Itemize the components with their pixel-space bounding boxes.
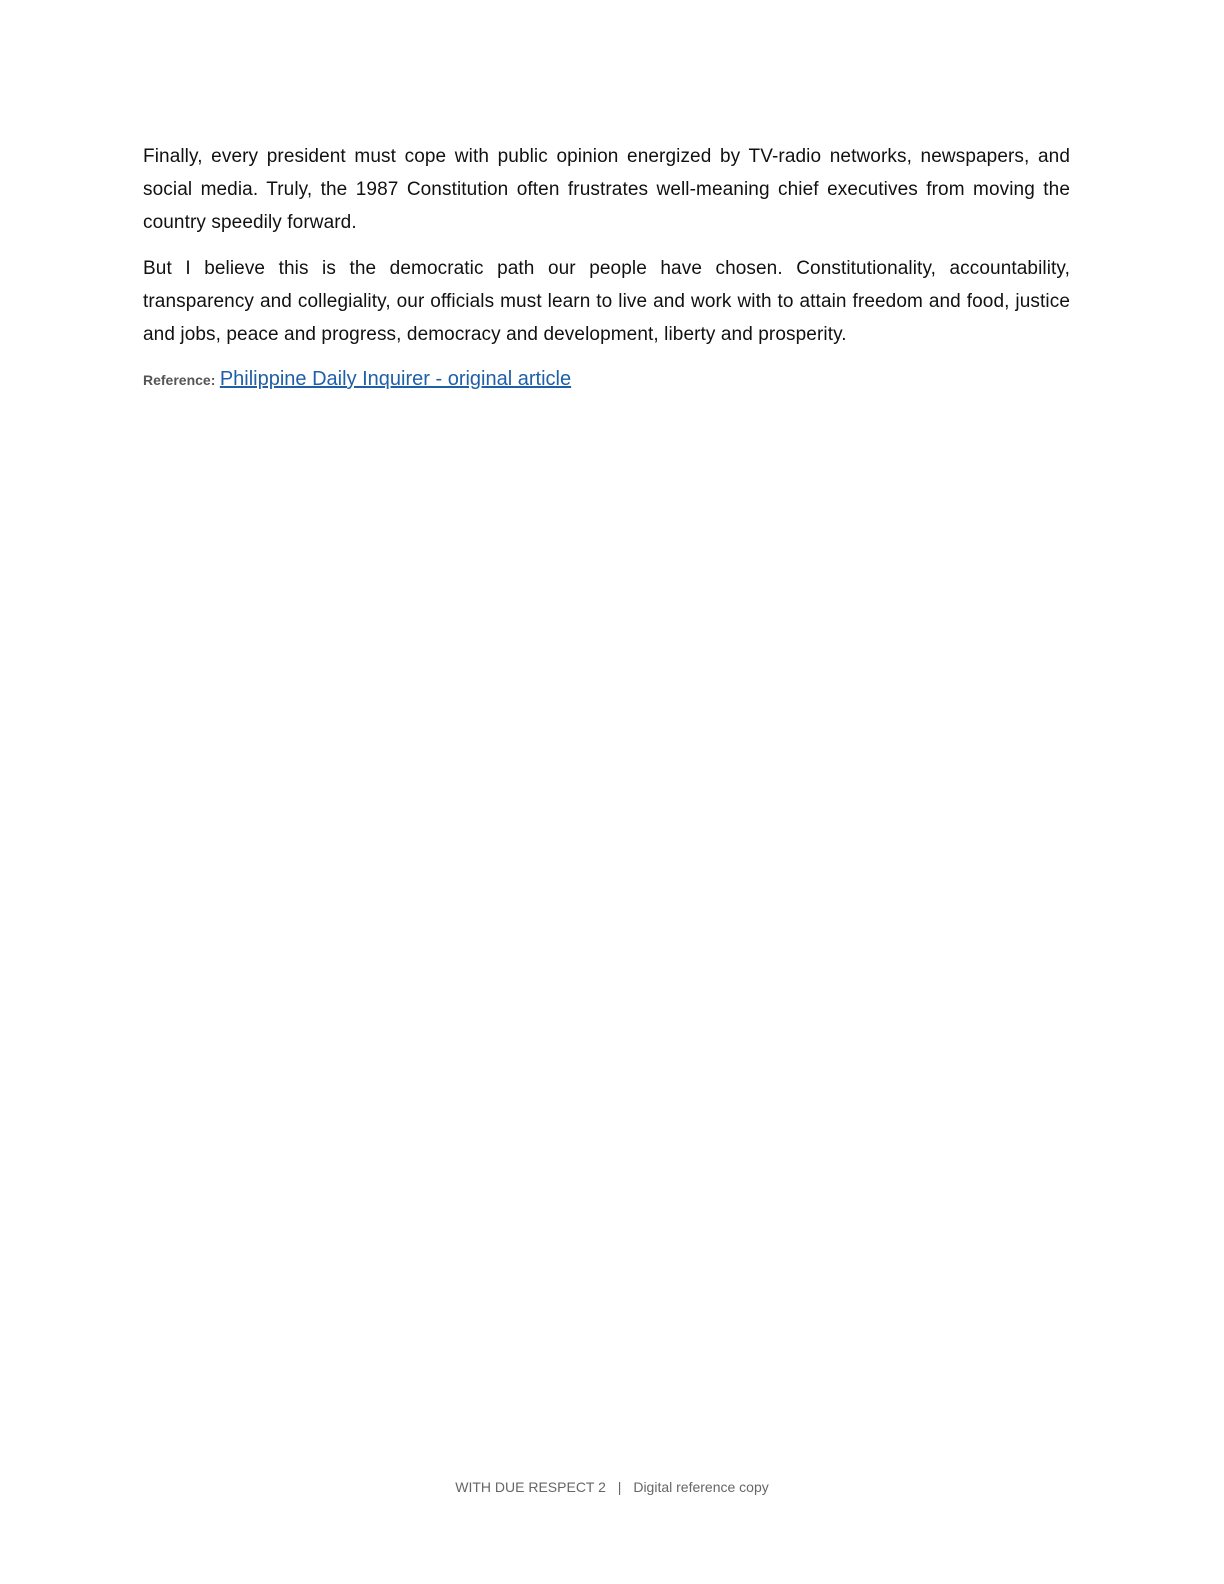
reference-label: Reference:	[143, 372, 216, 388]
page-footer	[0, 1479, 1224, 1495]
reference-link[interactable]: Philippine Daily Inquirer - original article	[219, 368, 572, 390]
footer-subtitle: Digital reference copy	[633, 1479, 769, 1495]
footer-separator: |	[617, 1479, 622, 1495]
paragraph: But I believe this is the democratic path our people have chosen. Constitutionality, accountability, transparency and collegiality, our officials must learn to live and work with to attain freedom and food, justice and jobs, peace and progress, democracy and development, liberty and prosperity.	[143, 258, 1070, 345]
footer-title: WITH DUE RESPECT 2	[455, 1479, 606, 1495]
reference-line	[143, 364, 1070, 396]
document-body	[143, 140, 1070, 396]
paragraph: Finally, every president must cope with public opinion energized by TV-radio networks, newspapers, and social media. Truly, the 1987 Constitution often frustrates well-meaning chief executives from moving the country speedily forward.	[143, 146, 1070, 233]
